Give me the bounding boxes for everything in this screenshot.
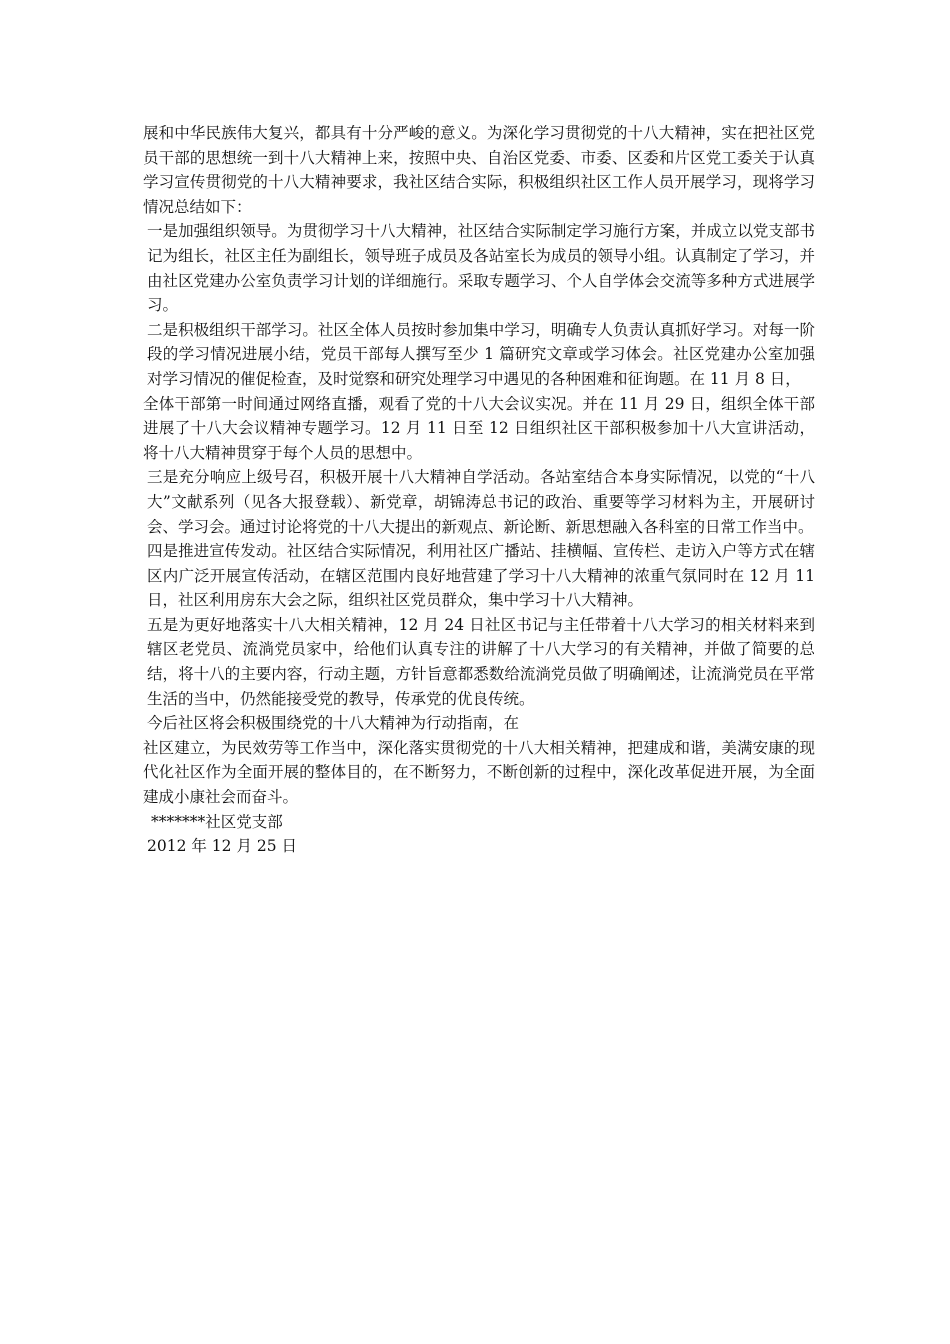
paragraph-conclusion: 今后社区将会积极围绕党的十八大精神为行动指南，在 bbox=[147, 714, 520, 733]
paragraph-conclusion-continued: 社区建立，为民效劳等工作当中，深化落实贯彻党的十八大相关精神，把建成和谐，美满安康的现代化社区作为全面开展的整体目的，在不断努力，不断创新的过程中，深化改革促进开展，为全面建成小康社会而奋斗。 bbox=[143, 738, 815, 807]
paragraph-item-2: 二是积极组织干部学习。社区全体人员按时参加集中学习，明确专人负责认真抓好学习。对每一阶段的学习情况进展小结，党员干部每人撰写至少 1 篇研究文章或学习体会。社区党建办公室加强对学习情况的催促检查，及时觉察和研究处理学习中遇见的各种困难和征询题。在 11 月 8 日， bbox=[147, 320, 815, 388]
paragraph-item-4: 四是推进宣传发动。社区结合实际情况，利用社区广播站、挂横幅、宣传栏、走访入户等方式在辖区内广泛开展宣传活动，在辖区范围内良好地营建了学习十八大精神的浓重气氛同时在 12 月 11 日，社区利用房东大会之际，组织社区党员群众，集中学习十八大精神。 bbox=[147, 542, 815, 610]
document-body bbox=[143, 121, 815, 859]
paragraph-item-1: 一是加强组织领导。为贯彻学习十八大精神，社区结合实际制定学习施行方案，并成立以党支部书记为组长，社区主任为副组长，领导班子成员及各站室长为成员的领导小组。认真制定了学习，并由社区党建办公室负责学习计划的详细施行。采取专题学习、个人自学体会交流等多种方式进展学习。 bbox=[147, 222, 815, 315]
signature: *******社区党支部 bbox=[151, 812, 283, 831]
paragraph-intro: 展和中华民族伟大复兴，都具有十分严峻的意义。为深化学习贯彻党的十八大精神，实在把社区党员干部的思想统一到十八大精神上来，按照中央、自治区党委、市委、区委和片区党工委关于认真学习宣传贯彻党的十八大精神要求，我社区结合实际，积极组织社区工作人员开展学习，现将学习情况总结如下： bbox=[143, 124, 815, 216]
paragraph-item-2-continued: 全体干部第一时间通过网络直播，观看了党的十八大会议实况。并在 11 月 29 日，组织全体干部进展了十八大会议精神专题学习。12 月 11 日至 12 日组织社区干部积极参加十八大宣讲活动，将十八大精神贯穿于每个人员的思想中。 bbox=[143, 394, 815, 462]
paragraph-item-3: 三是充分响应上级号召，积极开展十八大精神自学活动。各站室结合本身实际情况，以党的“十八大”文献系列（见各大报登载）、新党章，胡锦涛总书记的政治、重要等学习材料为主，开展研讨会、学习会。通过讨论将党的十八大提出的新观点、新论断、新思想融入各科室的日常工作当中。 bbox=[147, 468, 815, 536]
paragraph-item-5: 五是为更好地落实十八大相关精神，12 月 24 日社区书记与主任带着十八大学习的相关材料来到辖区老党员、流淌党员家中，给他们认真专注的讲解了十八大学习的有关精神，并做了简要的总结，将十八的主要内容，行动主题，方针旨意都悉数给流淌党员做了明确阐述，让流淌党员在平常生活的当中，仍然能接受党的教导，传承党的优良传统。 bbox=[147, 615, 815, 708]
document-date: 2012 年 12 月 25 日 bbox=[147, 837, 298, 856]
